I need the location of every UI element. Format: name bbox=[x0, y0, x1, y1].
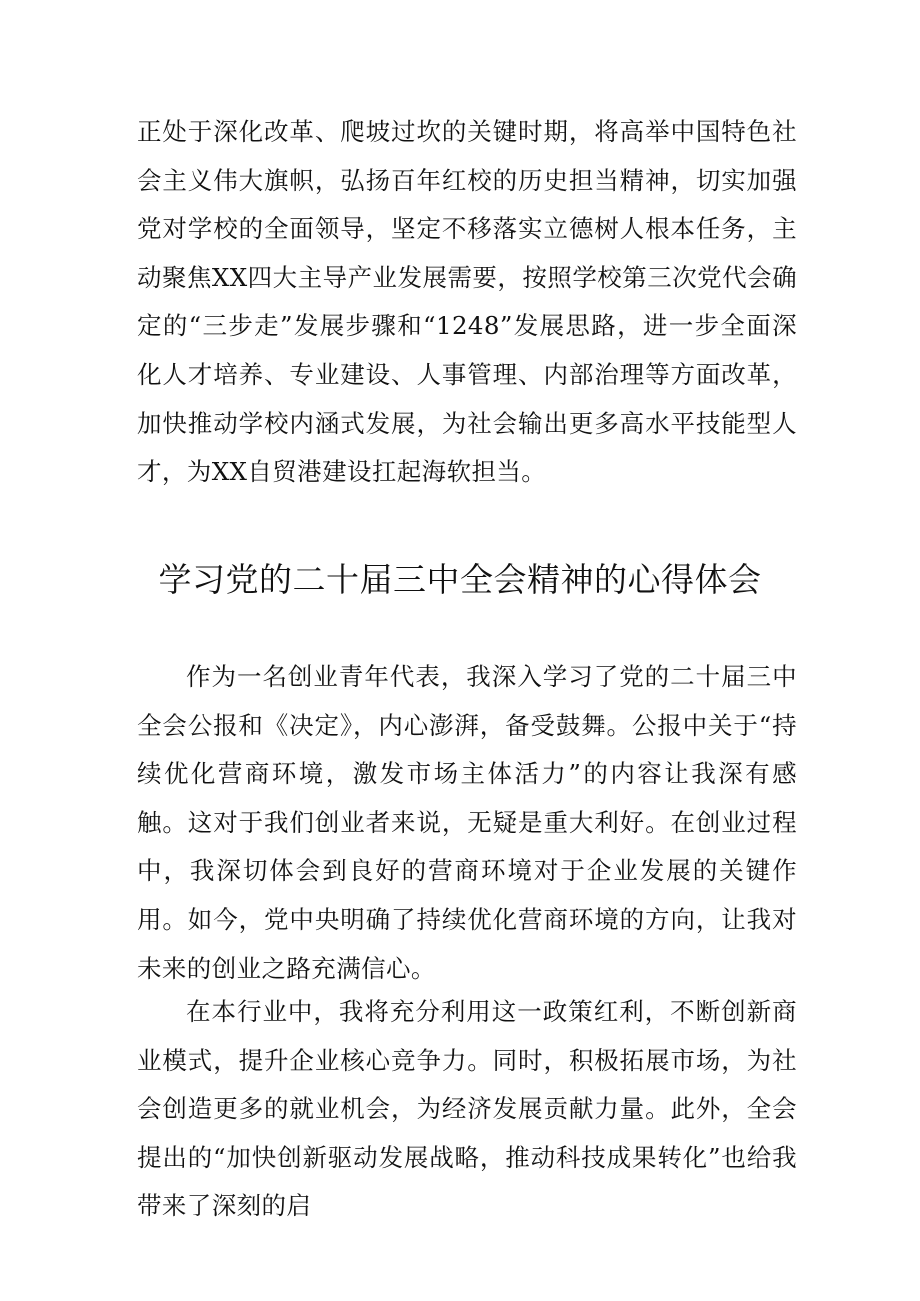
continued-paragraph: 正处于深化改革、爬坡过坎的关键时期，将高举中国特色社会主义伟大旗帜，弘扬百年红校的历史担当精神，切实加强党对学校的全面领导，坚定不移落实立德树人根本任务，主动聚焦XX四大主导产业发展需要，按照学校第三次党代会确定的“三步走”发展步骤和“1248”发展思路，进一步全面深化人才培养、专业建设、人事管理、内部治理等方面改革，加快推动学校内涵式发展，为社会输出更多高水平技能型人才，为XX自贸港建设扛起海软担当。 bbox=[137, 117, 797, 487]
article-heading: 学习党的二十届三中全会精神的心得体会 bbox=[158, 560, 762, 599]
body-paragraph-1: 作为一名创业青年代表，我深入学习了党的二十届三中全会公报和《决定》，内心澎湃，备受鼓舞。公报中关于“持续优化营商环境，激发市场主体活力”的内容让我深有感触。这对于我们创业者来说，无疑是重大利好。在创业过程中，我深切体会到良好的营商环境对于企业发展的关键作用。如今，党中央明确了持续优化营商环境的方向，让我对未来的创业之路充满信心。 bbox=[137, 662, 797, 983]
body-paragraph-2: 在本行业中，我将充分利用这一政策红利，不断创新商业模式，提升企业核心竞争力。同时，积极拓展市场，为社会创造更多的就业机会，为经济发展贡献力量。此外，全会提出的“加快创新驱动发展战略，推动科技成果转化”也给我带来了深刻的启 bbox=[137, 997, 797, 1221]
